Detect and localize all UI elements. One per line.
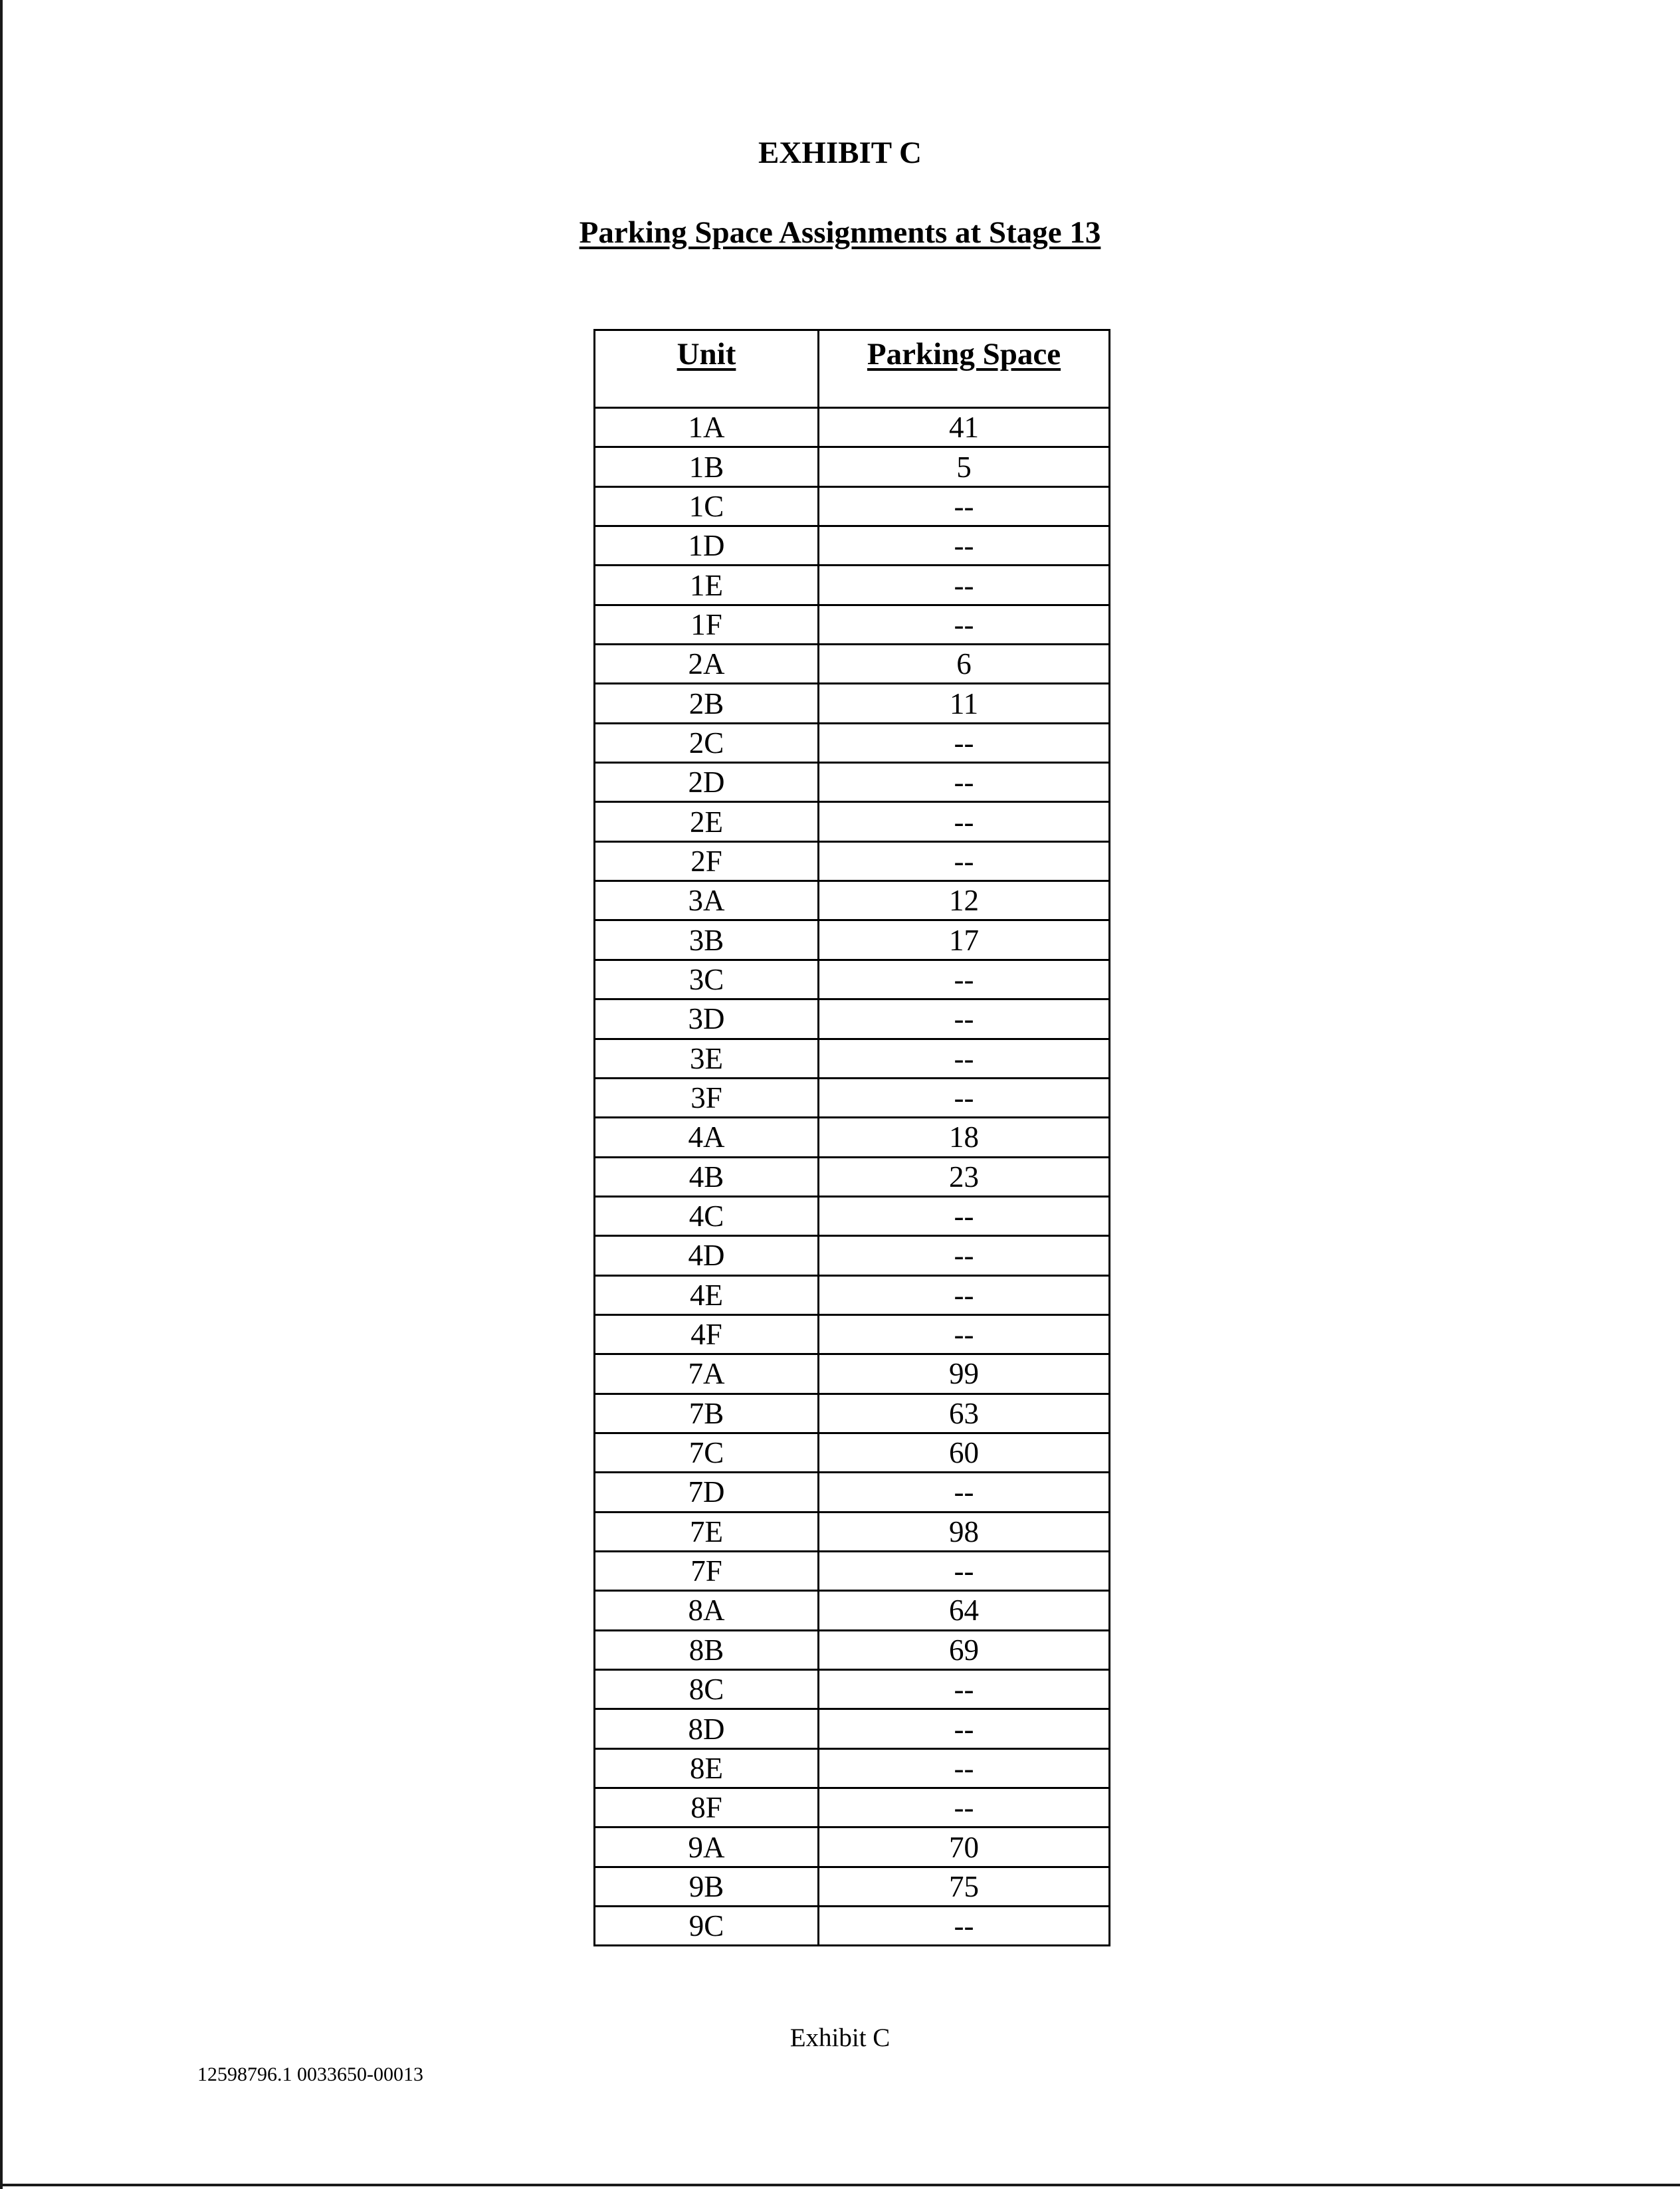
table-row xyxy=(595,1157,1110,1196)
unit-cell: 4F xyxy=(595,1314,819,1354)
table-row xyxy=(595,841,1110,881)
unit-cell: 7B xyxy=(595,1394,819,1433)
table-row xyxy=(595,447,1110,486)
unit-cell: 3A xyxy=(595,881,819,920)
parking-space-cell: -- xyxy=(819,1236,1110,1275)
parking-space-cell: -- xyxy=(819,486,1110,526)
table-row xyxy=(595,566,1110,605)
table-row xyxy=(595,802,1110,841)
unit-cell: 8F xyxy=(595,1788,819,1827)
table-title: Parking Space Assignments at Stage 13 xyxy=(579,215,1101,250)
parking-space-cell: -- xyxy=(819,1907,1110,1946)
parking-space-cell: -- xyxy=(819,763,1110,802)
parking-space-cell: 60 xyxy=(819,1433,1110,1472)
table-row xyxy=(595,605,1110,644)
parking-space-cell: -- xyxy=(819,1039,1110,1078)
parking-space-cell: 6 xyxy=(819,645,1110,684)
parking-space-cell: 99 xyxy=(819,1354,1110,1394)
parking-space-cell: -- xyxy=(819,960,1110,999)
unit-cell: 8D xyxy=(595,1709,819,1748)
table-row xyxy=(595,1354,1110,1394)
table-row xyxy=(595,1512,1110,1551)
parking-space-cell: 69 xyxy=(819,1630,1110,1669)
parking-space-cell: -- xyxy=(819,841,1110,881)
parking-space-cell: 70 xyxy=(819,1827,1110,1867)
table-body xyxy=(595,408,1110,1946)
table-row xyxy=(595,763,1110,802)
parking-space-cell: -- xyxy=(819,1473,1110,1512)
parking-space-cell: -- xyxy=(819,1314,1110,1354)
unit-cell: 1D xyxy=(595,526,819,566)
parking-space-cell: -- xyxy=(819,526,1110,566)
unit-cell: 8B xyxy=(595,1630,819,1669)
table-row xyxy=(595,408,1110,447)
unit-cell: 1A xyxy=(595,408,819,447)
unit-cell: 9C xyxy=(595,1907,819,1946)
table-row xyxy=(595,1275,1110,1314)
parking-space-cell: -- xyxy=(819,1788,1110,1827)
exhibit-title: EXHIBIT C xyxy=(758,136,922,170)
table-row xyxy=(595,1394,1110,1433)
unit-cell: 2D xyxy=(595,763,819,802)
unit-cell: 8E xyxy=(595,1748,819,1788)
unit-cell: 9B xyxy=(595,1867,819,1906)
table-row xyxy=(595,1788,1110,1827)
unit-cell: 3C xyxy=(595,960,819,999)
unit-cell: 7C xyxy=(595,1433,819,1472)
unit-cell: 2B xyxy=(595,684,819,723)
unit-cell: 1E xyxy=(595,566,819,605)
unit-cell: 7D xyxy=(595,1473,819,1512)
table-row xyxy=(595,920,1110,960)
parking-space-cell: -- xyxy=(819,723,1110,762)
table-row xyxy=(595,684,1110,723)
table-row xyxy=(595,1827,1110,1867)
parking-space-cell: 11 xyxy=(819,684,1110,723)
table-row xyxy=(595,526,1110,566)
unit-cell: 1F xyxy=(595,605,819,644)
parking-space-cell: -- xyxy=(819,999,1110,1039)
unit-cell: 7A xyxy=(595,1354,819,1394)
parking-space-header-label: Parking Space xyxy=(867,337,1061,371)
unit-cell: 8C xyxy=(595,1670,819,1709)
page-edge-bottom xyxy=(0,2184,1680,2186)
table-row xyxy=(595,881,1110,920)
unit-cell: 3E xyxy=(595,1039,819,1078)
parking-space-cell: -- xyxy=(819,1196,1110,1235)
unit-cell: 3B xyxy=(595,920,819,960)
parking-space-cell: -- xyxy=(819,1551,1110,1590)
table-row xyxy=(595,1236,1110,1275)
unit-cell: 7F xyxy=(595,1551,819,1590)
unit-cell: 4E xyxy=(595,1275,819,1314)
table-row xyxy=(595,1709,1110,1748)
unit-cell: 3F xyxy=(595,1078,819,1117)
parking-space-cell: 17 xyxy=(819,920,1110,960)
table-row xyxy=(595,1433,1110,1472)
table-row xyxy=(595,1551,1110,1590)
parking-space-cell: 98 xyxy=(819,1512,1110,1551)
unit-cell: 4C xyxy=(595,1196,819,1235)
unit-cell: 2C xyxy=(595,723,819,762)
parking-space-cell: 5 xyxy=(819,447,1110,486)
parking-space-cell: 12 xyxy=(819,881,1110,920)
unit-cell: 2A xyxy=(595,645,819,684)
table-row xyxy=(595,1039,1110,1078)
footer-exhibit-label: Exhibit C xyxy=(789,2024,891,2052)
unit-cell: 1B xyxy=(595,447,819,486)
unit-cell: 3D xyxy=(595,999,819,1039)
unit-cell: 2E xyxy=(595,802,819,841)
parking-space-cell: 63 xyxy=(819,1394,1110,1433)
table-row xyxy=(595,1078,1110,1117)
table-row xyxy=(595,486,1110,526)
parking-space-cell: -- xyxy=(819,1078,1110,1117)
parking-space-cell: -- xyxy=(819,1748,1110,1788)
table-row xyxy=(595,1473,1110,1512)
table-row xyxy=(595,1748,1110,1788)
parking-space-column-header xyxy=(819,330,1110,408)
parking-assignment-table xyxy=(593,329,1110,1946)
parking-space-cell: 75 xyxy=(819,1867,1110,1906)
table-row xyxy=(595,1118,1110,1157)
unit-cell: 7E xyxy=(595,1512,819,1551)
unit-cell: 9A xyxy=(595,1827,819,1867)
parking-space-cell: -- xyxy=(819,566,1110,605)
parking-space-cell: -- xyxy=(819,1670,1110,1709)
unit-cell: 4A xyxy=(595,1118,819,1157)
parking-space-cell: 23 xyxy=(819,1157,1110,1196)
unit-cell: 1C xyxy=(595,486,819,526)
table-row xyxy=(595,999,1110,1039)
parking-space-cell: 64 xyxy=(819,1591,1110,1630)
unit-cell: 8A xyxy=(595,1591,819,1630)
table-row xyxy=(595,1867,1110,1906)
table-row xyxy=(595,1630,1110,1669)
table-row xyxy=(595,1670,1110,1709)
table-row xyxy=(595,1591,1110,1630)
unit-cell: 2F xyxy=(595,841,819,881)
unit-cell: 4B xyxy=(595,1157,819,1196)
parking-space-cell: -- xyxy=(819,802,1110,841)
parking-space-cell: -- xyxy=(819,605,1110,644)
table-row xyxy=(595,723,1110,762)
table-row xyxy=(595,1907,1110,1946)
parking-space-cell: -- xyxy=(819,1275,1110,1314)
parking-space-cell: -- xyxy=(819,1709,1110,1748)
unit-column-header xyxy=(595,330,819,408)
table-row xyxy=(595,960,1110,999)
unit-cell: 4D xyxy=(595,1236,819,1275)
table-row xyxy=(595,645,1110,684)
table-row xyxy=(595,1314,1110,1354)
parking-space-cell: 18 xyxy=(819,1118,1110,1157)
unit-header-label: Unit xyxy=(677,337,736,371)
parking-space-cell: 41 xyxy=(819,408,1110,447)
page-edge-left xyxy=(0,0,3,2189)
document-id: 12598796.1 0033650-00013 xyxy=(197,2063,423,2085)
table-row xyxy=(595,1196,1110,1235)
table-header-row xyxy=(595,330,1110,408)
